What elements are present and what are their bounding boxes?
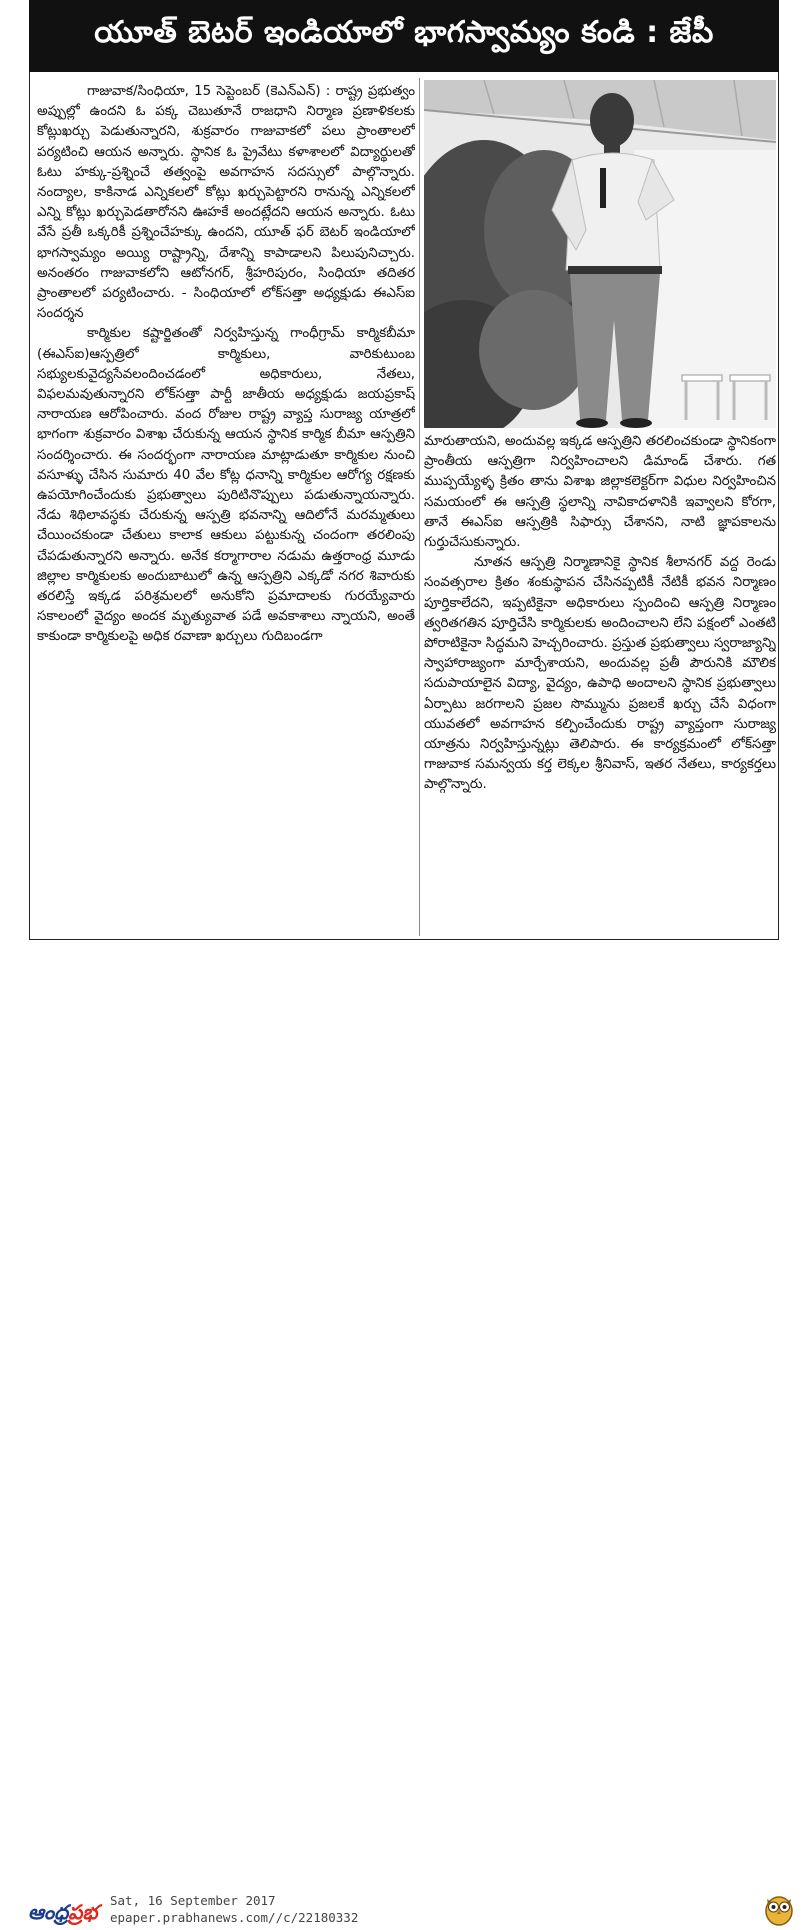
footer-meta: [110, 1892, 358, 1926]
logo-text-a: ఆంధ్ర: [28, 1900, 69, 1924]
headline-text: యూత్ బెటర్ ఇండియాలో భాగస్వామ్యం కండి : జేపీ: [94, 15, 714, 50]
right-paragraph-2: నూతన ఆస్పత్రి నిర్మాణానికై స్థానిక శీలానగర్ వద్ద రెండు సంవత్సరాల క్రితం శంకుస్థాపన చేసినప్పటికీ నేటికీ భవన నిర్మాణం పూర్తికాలేదని, ఇప్పటికైనా అధికారులు స్పందించి ఆస్పత్రి నిర్మాణం త్వరితగతిన పూర్తిచేసి కార్మికులకు అందించాలని లేని పక్షంలో ఎంతటి పోరాటికైనా సిద్ధమని హెచ్చరించారు. ప్రస్తుత ప్రభుత్వాలు స్వరాజ్యాన్ని స్వాహారాజ్యంగా మార్చేశాయని, అందువల్ల ప్రతీ పౌరునికి మౌలిక సదుపాయాలైన విద్యా, వైద్యం, ఉపాధి అందాలని స్థానిక ప్రభుత్వాలు ఏర్పాటు జరగాలని ప్రజల సొమ్మును ప్రజలకే ఖర్చు చేసే విధంగా యువతలో అవగాహన కల్పించేందుకు రాష్ట్ర వ్యాప్తంగా సురాజ్య యాత్రను నిర్వహిస్తున్నట్లు తెలిపారు. ఈ కార్యక్రమంలో లోక్‌సత్తా గాజువాక సమన్వయ కర్త లెక్కల శ్రీనివాస్, ఇతర నేతలు, కార్యకర్తలు పాల్గొన్నారు.: [424, 555, 776, 793]
publication-date: Sat, 16 September 2017: [110, 1893, 276, 1908]
source-url[interactable]: epaper.prabhanews.com//c/22180332: [110, 1910, 359, 1925]
right-column: [424, 432, 776, 934]
headline-bar: [29, 0, 779, 72]
owl-icon: [762, 1892, 796, 1926]
footer: [0, 942, 805, 1925]
speaker-photo: [424, 80, 776, 428]
publication-logo[interactable]: [28, 1900, 97, 1929]
logo-text-b: ప్రభ: [68, 1900, 98, 1924]
left-column: [37, 82, 415, 932]
left-paragraph-2: కార్మికుల కష్టార్జితంతో నిర్వహిస్తున్న గాంధీగ్రామ్ కార్మికబీమా (ఈఎస్ఐ)ఆస్పత్రిలో కార్మికులు, వారికుటుంబ సభ్యులకువైద్యసేవలందించడంలో అధికారులు, నేతలు, విఫలమవుతున్నారని లోక్‌సత్తా పార్టీ జాతీయ అధ్యక్షుడు జయప్రకాష్ నారాయణ ఆరోపించారు. వంద రోజుల రాష్ట్ర వ్యాప్త సురాజ్య యాత్రలో భాగంగా శుక్రవారం విశాఖ చేరుకున్న ఆయన స్థానిక కార్మిక బీమా ఆస్పత్రిని సందర్శించారు. ఈ సందర్భంగా నారాయణ మాట్లాడుతూ కార్మికుల నుంచి వసూళ్ళు చేసిన సుమారు 40 వేల కోట్ల ధనాన్ని కార్మికుల ఆరోగ్య రక్షణకు ఉపయోగించేందుకు ప్రభుత్వాలు పురిటినొప్పులు పడుతున్నాయన్నారు. నేడు శిథిలావస్థకు చేరుకున్న ఆస్పత్రి భవనాన్ని ఆదిలోనే మరమ్మతులు చేయించకుండా చేతులు కాలాక ఆకులు పట్టుకున్న చందంగా తరలింపు చేపడుతున్నారని అన్నారు. అనేక కర్మాగారాల నడుమ ఉత్తరాంధ్ర మూడు జిల్లాల కార్మికులకు అందుబాటులో ఉన్న ఆస్పత్రిని ఎక్కడో నగర శివారుకు తరలిస్తే ఇక్కడ పరిశ్రమలలో అనుకోని ప్రమాదాలకు గురయ్యేవారు సకాలంలో వైద్యం అందక మృత్యువాత పడే అవకాశాలు న్నాయని, అంతే కాకుండా కార్మికులపై అధిక రవాణా ఖర్చులు గుదిబండగా: [37, 326, 415, 645]
right-paragraph-1: మారుతాయని, అందువల్ల ఇక్కడ ఆస్పత్రిని తరలించకుండా స్థానికంగా ప్రాంతీయ ఆస్పత్రిగా నిర్వహించాలని డిమాండ్ చేశారు. గత ముప్పయ్యేళ్ళ క్రితం తాను విశాఖ జిల్లాకలెక్టర్‌గా విధుల నిర్వహించిన సమయంలో ఈ ఆస్పత్రి స్థలాన్ని నావికాదళానికి ఇవ్వాలని కోరగా, తానే ఈఎస్ఐ ఆస్పత్రికి సిఫార్సు చేశానని, నాటి జ్ఞాపకాలను గుర్తుచేసుకున్నారు.: [424, 434, 776, 551]
column-divider: [419, 78, 420, 936]
left-paragraph-1: గాజువాక/సింధియా, 15 సెప్టెంబర్ (కెఎన్ఎన్) : రాష్ట్ర ప్రభుత్వం అప్పుల్లో ఉందని ఓ పక్క చెబుతూనే రాజధాని నిర్మాణ ప్రణాళికలకు కోట్లుఖర్చు పెడుతున్నారని, శుక్రవారం గాజువాకలో పలు ప్రాంతాలలో పర్యటించి ఆయన అన్నారు. స్థానిక ఓ ప్రైవేటు కళాశాలలో విద్యార్థులతో ఓటు హక్కు-ప్రశ్నించే తత్వంపై అవగాహన సదస్సులో పాల్గొన్నారు. నంద్యాల, కాకినాడ ఎన్నికలలో కోట్లు ఖర్చుపెట్టారని రానున్న ఎన్నికలలో ఎన్ని కోట్లు ఖర్చుపెడతారోనని ఊహకే అందట్లేదని ఆయన అన్నారు. ఓటు వేసే ప్రతీ ఒక్కరికీ ప్రశ్నించేహక్కు ఉందని, యూత్ ఫర్ బెటర్ ఇండియాలో భాగస్వామ్యం అయ్యి రాష్ట్రాన్ని, దేశాన్ని కాపాడాలని పిలుపునిచ్చారు. అనంతరం గాజువాకలోని ఆటోనగర్, శ్రీహరిపురం, సింధియా తదితర ప్రాంతాలలో పర్యటించారు. - సింధియాలో లోక్‌సత్తా అధ్యక్షుడు ఈఎస్ఐ సందర్శన: [37, 84, 415, 322]
